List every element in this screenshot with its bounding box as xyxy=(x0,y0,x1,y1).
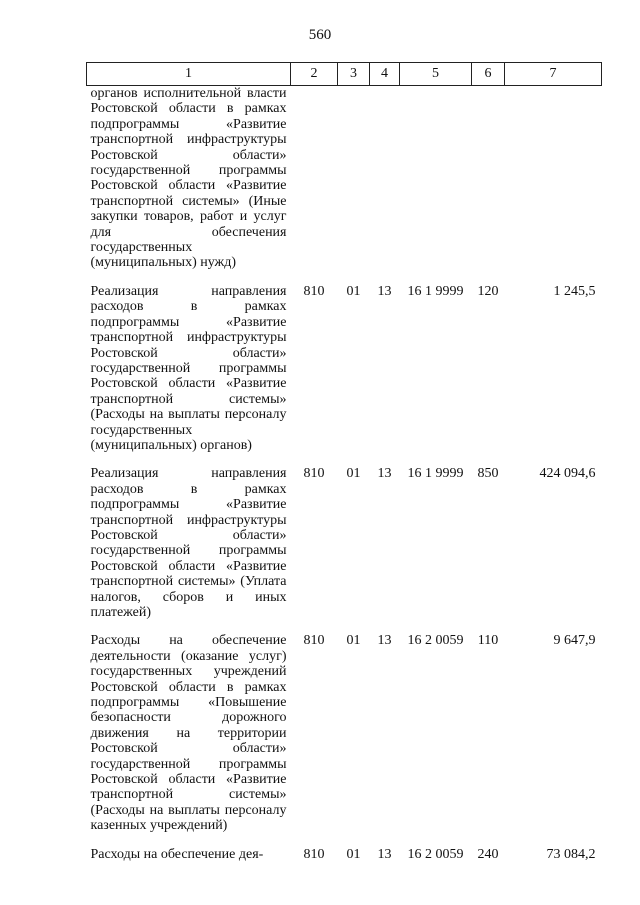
target-article-code: 16 2 0059 xyxy=(407,633,464,649)
target-article-code: 16 2 0059 xyxy=(407,846,464,862)
row-description: органов исполнительной власти Ростовской области в рамках подпрограммы «Развитие транспортной инфраструктуры Ростовской области» государственной программы Ростовской области «Развитие транспортной системы» (Иные закупки товаров, работ и услуг для обеспечения государственных (муниципальных) нужд) xyxy=(90,86,287,271)
table-row xyxy=(87,283,602,465)
column-header: 7 xyxy=(505,63,602,86)
row-description: Реализация направления расходов в рамках подпрограммы «Развитие транспортной инфраструктуры Ростовской области» государственной программы Ростовской области «Развитие транспортной системы» (Уплата налогов, сборов и иных платежей) xyxy=(90,466,287,620)
amount-value: 73 084,2 xyxy=(546,846,596,862)
subsection-code: 13 xyxy=(377,633,392,649)
table-row xyxy=(87,846,602,874)
section-code: 01 xyxy=(346,846,361,862)
expense-type-code xyxy=(472,86,505,283)
amount-value: 424 094,6 xyxy=(539,466,596,482)
column-header: 1 xyxy=(87,63,291,86)
column-header: 3 xyxy=(338,63,370,86)
target-article-code xyxy=(400,86,472,283)
column-header: 2 xyxy=(291,63,338,86)
expense-type-code: 850 xyxy=(477,466,499,482)
ministry-code: 810 xyxy=(303,283,325,299)
ministry-code: 810 xyxy=(303,846,325,862)
table-row xyxy=(87,465,602,632)
section-code: 01 xyxy=(346,633,361,649)
target-article-code: 16 1 9999 xyxy=(407,283,464,299)
amount-value xyxy=(505,86,602,283)
row-description: Расходы на обеспечение дея- xyxy=(90,846,264,862)
section-code: 01 xyxy=(346,466,361,482)
subsection-code: 13 xyxy=(377,283,392,299)
ministry-code: 810 xyxy=(303,633,325,649)
column-header: 4 xyxy=(370,63,400,86)
section-code: 01 xyxy=(346,283,361,299)
row-description: Расходы на обеспечение деятельности (оказание услуг) государственных учреждений Ростовской области в рамках подпрограммы «Повышение безопасности дорожного движения на территории Ростовской области» государственной программы Ростовской области «Развитие транспортной системы» (Расходы на выплаты персоналу казенных учреждений) xyxy=(90,633,287,834)
row-description: Реализация направления расходов в рамках подпрограммы «Развитие транспортной инфраструктуры Ростовской области» государственной программы Ростовской области «Развитие транспортной системы» (Расходы на выплаты персоналу государственных (муниципальных) органов) xyxy=(90,283,287,453)
subsection-code: 13 xyxy=(377,466,392,482)
expense-type-code: 120 xyxy=(477,283,499,299)
expense-type-code: 110 xyxy=(477,633,499,649)
ministry-code: 810 xyxy=(303,466,325,482)
page-number: 560 xyxy=(308,27,332,43)
amount-value: 9 647,9 xyxy=(553,633,596,649)
amount-value: 1 245,5 xyxy=(553,283,596,299)
budget-table xyxy=(86,62,602,874)
column-header: 5 xyxy=(400,63,472,86)
expense-type-code: 240 xyxy=(477,846,499,862)
table-row xyxy=(87,86,602,283)
ministry-code xyxy=(291,86,338,283)
column-header: 6 xyxy=(472,63,505,86)
target-article-code: 16 1 9999 xyxy=(407,466,464,482)
table-header-row xyxy=(87,63,602,86)
table-row xyxy=(87,632,602,845)
section-code xyxy=(338,86,370,283)
subsection-code: 13 xyxy=(377,846,392,862)
subsection-code xyxy=(370,86,400,283)
